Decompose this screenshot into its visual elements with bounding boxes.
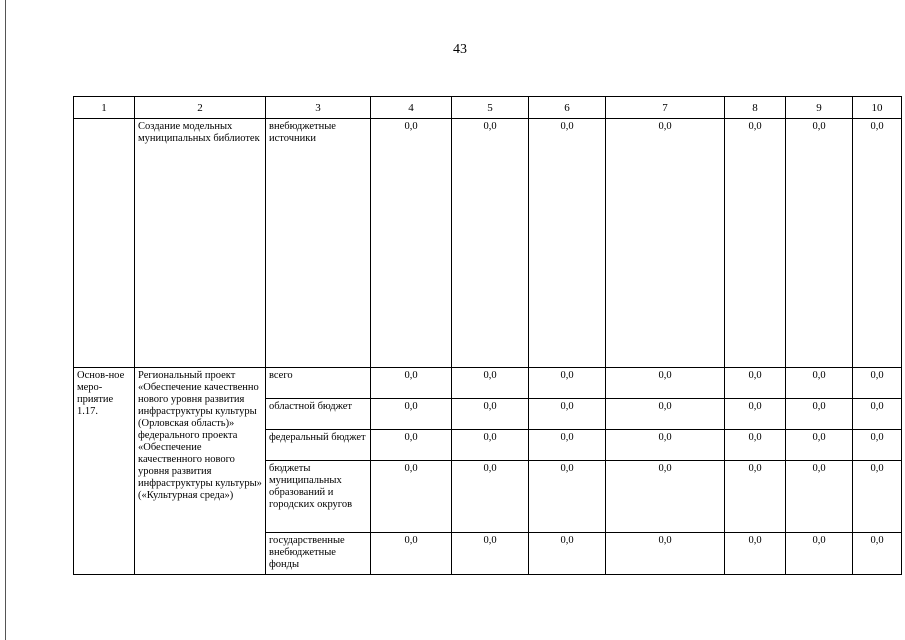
funding-source-cell: государственные внебюджетные фонды bbox=[266, 533, 371, 575]
value-cell: 0,0 bbox=[452, 461, 529, 533]
value-cell: 0,0 bbox=[529, 430, 606, 461]
value-cell: 0,0 bbox=[371, 119, 452, 368]
value-cell: 0,0 bbox=[853, 368, 902, 399]
value-cell: 0,0 bbox=[371, 533, 452, 575]
value-cell: 0,0 bbox=[371, 430, 452, 461]
value-cell: 0,0 bbox=[853, 399, 902, 430]
value-cell: 0,0 bbox=[606, 461, 725, 533]
header-cell: 4 bbox=[371, 97, 452, 119]
header-cell: 3 bbox=[266, 97, 371, 119]
value-cell: 0,0 bbox=[725, 368, 786, 399]
value-cell: 0,0 bbox=[529, 461, 606, 533]
row-number-cell bbox=[74, 119, 135, 368]
table-row bbox=[74, 119, 902, 368]
value-cell: 0,0 bbox=[452, 430, 529, 461]
value-cell: 0,0 bbox=[786, 399, 853, 430]
value-cell: 0,0 bbox=[853, 533, 902, 575]
header-row bbox=[74, 97, 902, 119]
value-cell: 0,0 bbox=[725, 461, 786, 533]
value-cell: 0,0 bbox=[452, 399, 529, 430]
value-cell: 0,0 bbox=[606, 119, 725, 368]
funding-source-cell: федеральный бюджет bbox=[266, 430, 371, 461]
value-cell: 0,0 bbox=[725, 399, 786, 430]
value-cell: 0,0 bbox=[452, 533, 529, 575]
value-cell: 0,0 bbox=[371, 461, 452, 533]
value-cell: 0,0 bbox=[371, 399, 452, 430]
value-cell: 0,0 bbox=[606, 533, 725, 575]
value-cell: 0,0 bbox=[786, 533, 853, 575]
value-cell: 0,0 bbox=[786, 368, 853, 399]
value-cell: 0,0 bbox=[786, 461, 853, 533]
table-row bbox=[74, 368, 902, 399]
value-cell: 0,0 bbox=[452, 119, 529, 368]
value-cell: 0,0 bbox=[452, 368, 529, 399]
header-cell: 2 bbox=[135, 97, 266, 119]
measure-name-cell: Региональный проект «Обеспечение качественно нового уровня развития инфраструктуры культуры (Орловская область)» федерального проекта «Обеспечение качественного нового уровня развития инфраструктуры культуры» («Культурная среда») bbox=[135, 368, 266, 575]
value-cell: 0,0 bbox=[853, 430, 902, 461]
row-number-cell: Основ-ное меро-приятие 1.17. bbox=[74, 368, 135, 575]
value-cell: 0,0 bbox=[786, 430, 853, 461]
measure-name-cell: Создание модельных муниципальных библиотек bbox=[135, 119, 266, 368]
funding-source-cell: внебюджетные источники bbox=[266, 119, 371, 368]
page-number: 43 bbox=[453, 42, 467, 57]
header-cell: 1 bbox=[74, 97, 135, 119]
value-cell: 0,0 bbox=[725, 430, 786, 461]
funding-source-cell: областной бюджет bbox=[266, 399, 371, 430]
value-cell: 0,0 bbox=[529, 368, 606, 399]
value-cell: 0,0 bbox=[725, 533, 786, 575]
funding-source-cell: всего bbox=[266, 368, 371, 399]
value-cell: 0,0 bbox=[853, 119, 902, 368]
value-cell: 0,0 bbox=[606, 399, 725, 430]
budget-table bbox=[73, 96, 902, 575]
header-cell: 8 bbox=[725, 97, 786, 119]
header-cell: 7 bbox=[606, 97, 725, 119]
header-cell: 10 bbox=[853, 97, 902, 119]
value-cell: 0,0 bbox=[853, 461, 902, 533]
header-cell: 6 bbox=[529, 97, 606, 119]
value-cell: 0,0 bbox=[606, 368, 725, 399]
value-cell: 0,0 bbox=[371, 368, 452, 399]
value-cell: 0,0 bbox=[606, 430, 725, 461]
value-cell: 0,0 bbox=[529, 533, 606, 575]
funding-source-cell: бюджеты муниципальных образований и городских округов bbox=[266, 461, 371, 533]
value-cell: 0,0 bbox=[529, 399, 606, 430]
page-left-edge bbox=[5, 0, 6, 640]
value-cell: 0,0 bbox=[786, 119, 853, 368]
header-cell: 9 bbox=[786, 97, 853, 119]
header-cell: 5 bbox=[452, 97, 529, 119]
value-cell: 0,0 bbox=[725, 119, 786, 368]
value-cell: 0,0 bbox=[529, 119, 606, 368]
